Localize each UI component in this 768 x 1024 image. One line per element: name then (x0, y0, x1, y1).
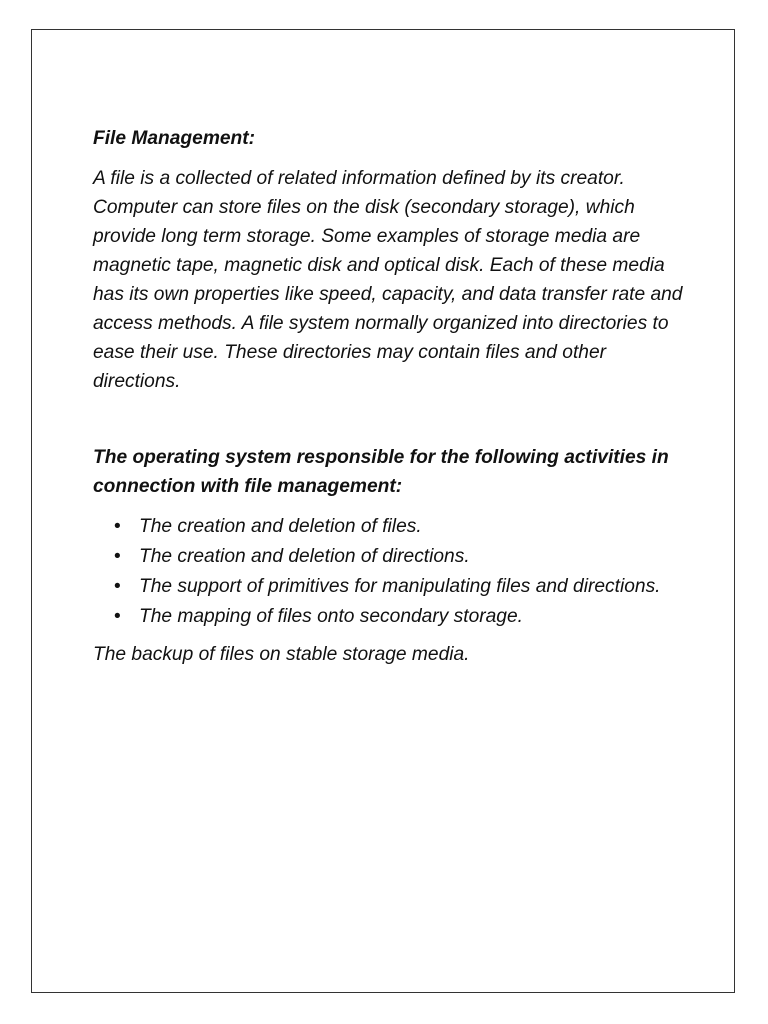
intro-paragraph: A file is a collected of related information defined by its creator. Computer can store files on the disk (secondary storage), which provide long term storage. Some examples of storage media are magnetic tape, magnetic disk and optical disk. Each of these media has its own properties like speed, capacity, and data transfer rate and access methods. A file system normally organized into directories to ease their use. These directories may contain files and other directions. (93, 168, 683, 392)
list-item-text: The creation and deletion of files. (139, 516, 422, 537)
list-item-text: The mapping of files onto secondary storage. (139, 606, 523, 627)
list-item (114, 572, 683, 601)
closing-line: The backup of files on stable storage media. (93, 644, 470, 665)
bullet-icon: • (114, 546, 121, 567)
list-item (114, 542, 683, 571)
bullet-icon: • (114, 516, 121, 537)
list-item-text: The support of primitives for manipulating files and directions. (139, 576, 661, 597)
document-content (93, 124, 683, 669)
list-item (114, 602, 683, 631)
activities-list (93, 512, 683, 631)
activities-heading: The operating system responsible for the following activities in connection with file management: (93, 447, 669, 497)
list-item-text: The creation and deletion of directions. (139, 546, 470, 567)
bullet-icon: • (114, 606, 121, 627)
list-item (114, 512, 683, 541)
section-heading: File Management: (93, 128, 256, 149)
bullet-icon: • (114, 576, 121, 597)
